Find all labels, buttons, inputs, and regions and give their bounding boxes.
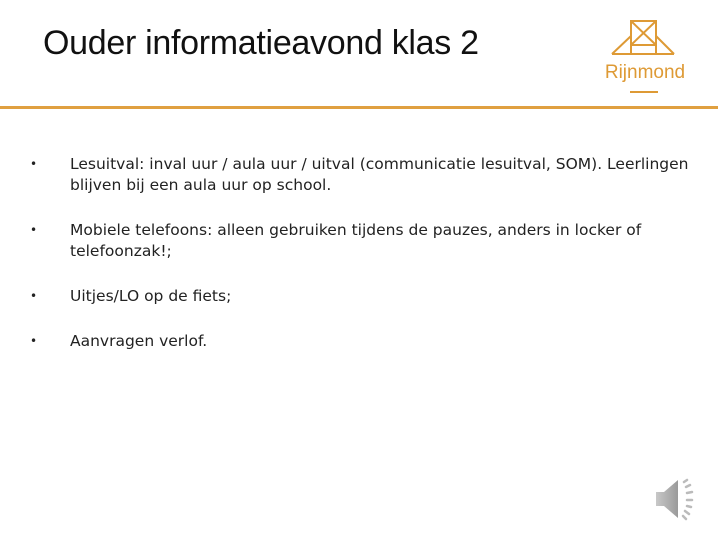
list-item [30,154,700,196]
bullet-list [30,154,700,376]
logo-text: Rijnmond [604,62,686,83]
bullet-text: Lesuitval: inval uur / aula uur / uitval (communicatie lesuitval, SOM). Leerlingen blijven bij een aula uur op school. [70,155,689,194]
bullet-text: Uitjes/LO op de fiets; [70,287,232,305]
bullet-text: Aanvragen verlof. [70,332,208,350]
list-item [30,331,700,352]
slide-title: Ouder informatieavond klas 2 [43,24,479,62]
list-item [30,286,700,307]
bullet-marker: • [30,223,38,237]
bullet-marker: • [30,334,38,348]
speaker-icon[interactable] [652,474,702,524]
bullet-marker: • [30,157,38,171]
bridge-logo-icon [596,18,694,64]
list-item [30,220,700,262]
bullet-marker: • [30,289,38,303]
logo-underline [630,91,658,93]
rijnmond-logo [596,18,694,96]
header-divider [0,106,718,109]
bullet-text: Mobiele telefoons: alleen gebruiken tijdens de pauzes, anders in locker of telefoonzak!; [70,221,642,260]
